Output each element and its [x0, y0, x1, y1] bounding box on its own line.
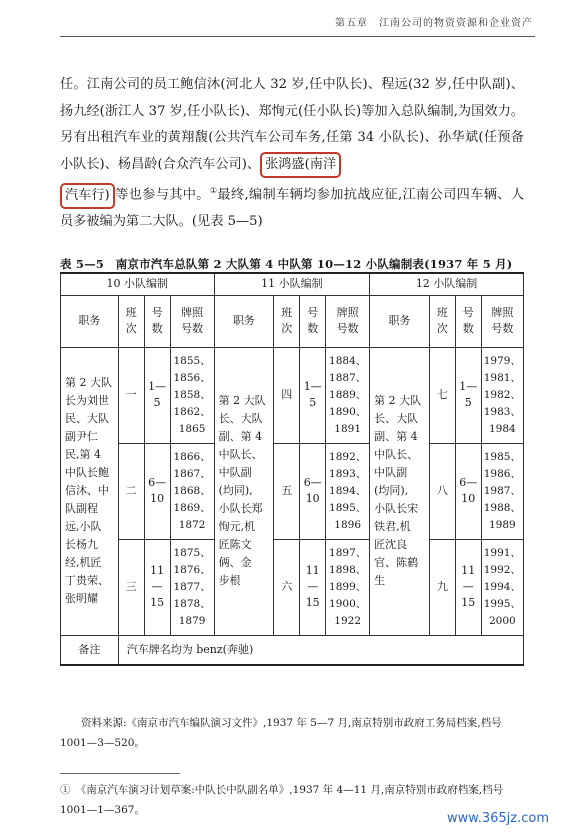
- number-cell: 11— 15: [455, 539, 481, 635]
- plate-cell: 1892、 1893、 1894、 1895、 1896: [326, 443, 370, 539]
- duty-cell: 第 2 大队 长、大队 副、第 4 中队长、 中队副 (均同), 小队长郑 恂元,机 匠陈文 俩、金 步根: [214, 347, 274, 635]
- col-header-number: 号数: [455, 295, 481, 347]
- col-header-shift: 班次: [274, 295, 300, 347]
- chapter-title: 第五章 江南公司的物资资源和企业资产: [335, 18, 533, 29]
- column-header-row: [61, 295, 524, 347]
- shift-cell: 四: [274, 347, 300, 443]
- note-label: 备注: [61, 635, 119, 665]
- source-note: 资料来源:《南京市汽车编队演习文件》,1937 年 5—7 月,南京特别市政府工务局档案,档号 1001—3—520。: [60, 717, 502, 749]
- shift-cell: 二: [118, 443, 144, 539]
- number-cell: 6— 10: [144, 443, 170, 539]
- col-header-duty: 职务: [61, 295, 119, 347]
- col-header-plate: 牌照 号数: [170, 295, 214, 347]
- number-cell: 1— 5: [300, 347, 326, 443]
- plate-cell: 1866、 1867、 1868、 1869、 1872: [170, 443, 214, 539]
- group-header: 12 小队编制: [370, 273, 524, 295]
- paragraph-text-1: 任。江南公司的员工鲍信沐(河北人 32 岁,任中队长)、程远(32 岁,任中队副)、扬九经(浙江人 37 岁,任小队长)、郑恂元(任小队长)等加入总队编制,为国效力。另有出租汽车业的黄翔馥(公共汽车公司车务,任第 34 小队长)、孙华斌(任预备小队长)、杨昌龄(合众汽车公司)、: [60, 77, 524, 172]
- plate-cell: 1991、 1992、 1994、 1995、 2000: [481, 539, 523, 635]
- footnote-rule: [60, 773, 180, 774]
- body-paragraph: [60, 72, 524, 236]
- shift-cell: 五: [274, 443, 300, 539]
- note-row: [61, 635, 524, 665]
- highlight-box-2: 汽车行): [60, 183, 115, 209]
- plate-cell: 1897、 1898、 1899、 1900、 1922: [326, 539, 370, 635]
- plate-cell: 1855、 1856、 1858、 1862、 1865: [170, 347, 214, 443]
- plate-cell: 1979、 1981、 1982、 1983、 1984: [481, 347, 523, 443]
- shift-cell: 九: [429, 539, 455, 635]
- shift-cell: 八: [429, 443, 455, 539]
- plate-cell: 1884、 1887、 1889、 1890、 1891: [326, 347, 370, 443]
- number-cell: 11— 15: [144, 539, 170, 635]
- number-cell: 1— 5: [455, 347, 481, 443]
- watermark: www.365jz.com: [447, 811, 549, 826]
- duty-cell: 第 2 大队 长、大队 副、第 4 中队长、 中队副 (均同), 小队长宋 铁君,机 匠沈良 官、陈鹤 生: [370, 347, 430, 635]
- number-cell: 6— 10: [300, 443, 326, 539]
- footnote: ① 《南京汽车演习计划草案:中队长中队副名单》,1937 年 4—11 月,南京特别市政府档案,档号 1001—1—367。: [60, 784, 504, 816]
- shift-cell: 七: [429, 347, 455, 443]
- col-header-number: 号数: [144, 295, 170, 347]
- col-header-duty: 职务: [214, 295, 274, 347]
- shift-cell: 六: [274, 539, 300, 635]
- number-cell: 1— 5: [144, 347, 170, 443]
- duty-cell: 第 2 大队 长为刘世 民、大队 副尹仁 民,第 4 中队长鲍 信沐、中 队副程 远,小队 长杨九 经,机匠 丁贵荣、 张明耀: [61, 347, 119, 635]
- number-cell: 11— 15: [300, 539, 326, 635]
- col-header-plate: 牌照 号数: [481, 295, 523, 347]
- organization-table: [60, 272, 524, 666]
- col-header-plate: 牌照 号数: [326, 295, 370, 347]
- plate-cell: 1985、 1986、 1987、 1988、 1989: [481, 443, 523, 539]
- col-header-shift: 班次: [429, 295, 455, 347]
- plate-cell: 1875、 1876、 1877、 1878、 1879: [170, 539, 214, 635]
- footnote-mark: ①: [209, 186, 218, 196]
- table-row: [61, 347, 524, 443]
- col-header-duty: 职务: [370, 295, 430, 347]
- paragraph-text-3: 最终,编制车辆均参加抗战应征,江南公司四车辆、人员多被编为第二大队。(见表 5—5): [60, 187, 525, 230]
- header-rule: [60, 36, 535, 37]
- col-header-shift: 班次: [118, 295, 144, 347]
- page-header: [0, 0, 563, 44]
- table-row: [61, 539, 524, 635]
- group-header-row: [61, 273, 524, 295]
- number-cell: 6— 10: [455, 443, 481, 539]
- shift-cell: 三: [118, 539, 144, 635]
- highlight-box-1: 张鸿盛(南洋: [260, 152, 341, 178]
- group-header: 11 小队编制: [214, 273, 370, 295]
- note-value: 汽车牌名均为 benz(奔驰): [118, 635, 523, 665]
- group-header: 10 小队编制: [61, 273, 215, 295]
- col-header-number: 号数: [300, 295, 326, 347]
- table-title: 表 5—5 南京市汽车总队第 2 大队第 4 中队第 10—12 小队编制表(1937 年 5 月): [60, 257, 513, 271]
- table-row: [61, 443, 524, 539]
- paragraph-text-2: 等也参与其中。: [114, 187, 210, 203]
- shift-cell: 一: [118, 347, 144, 443]
